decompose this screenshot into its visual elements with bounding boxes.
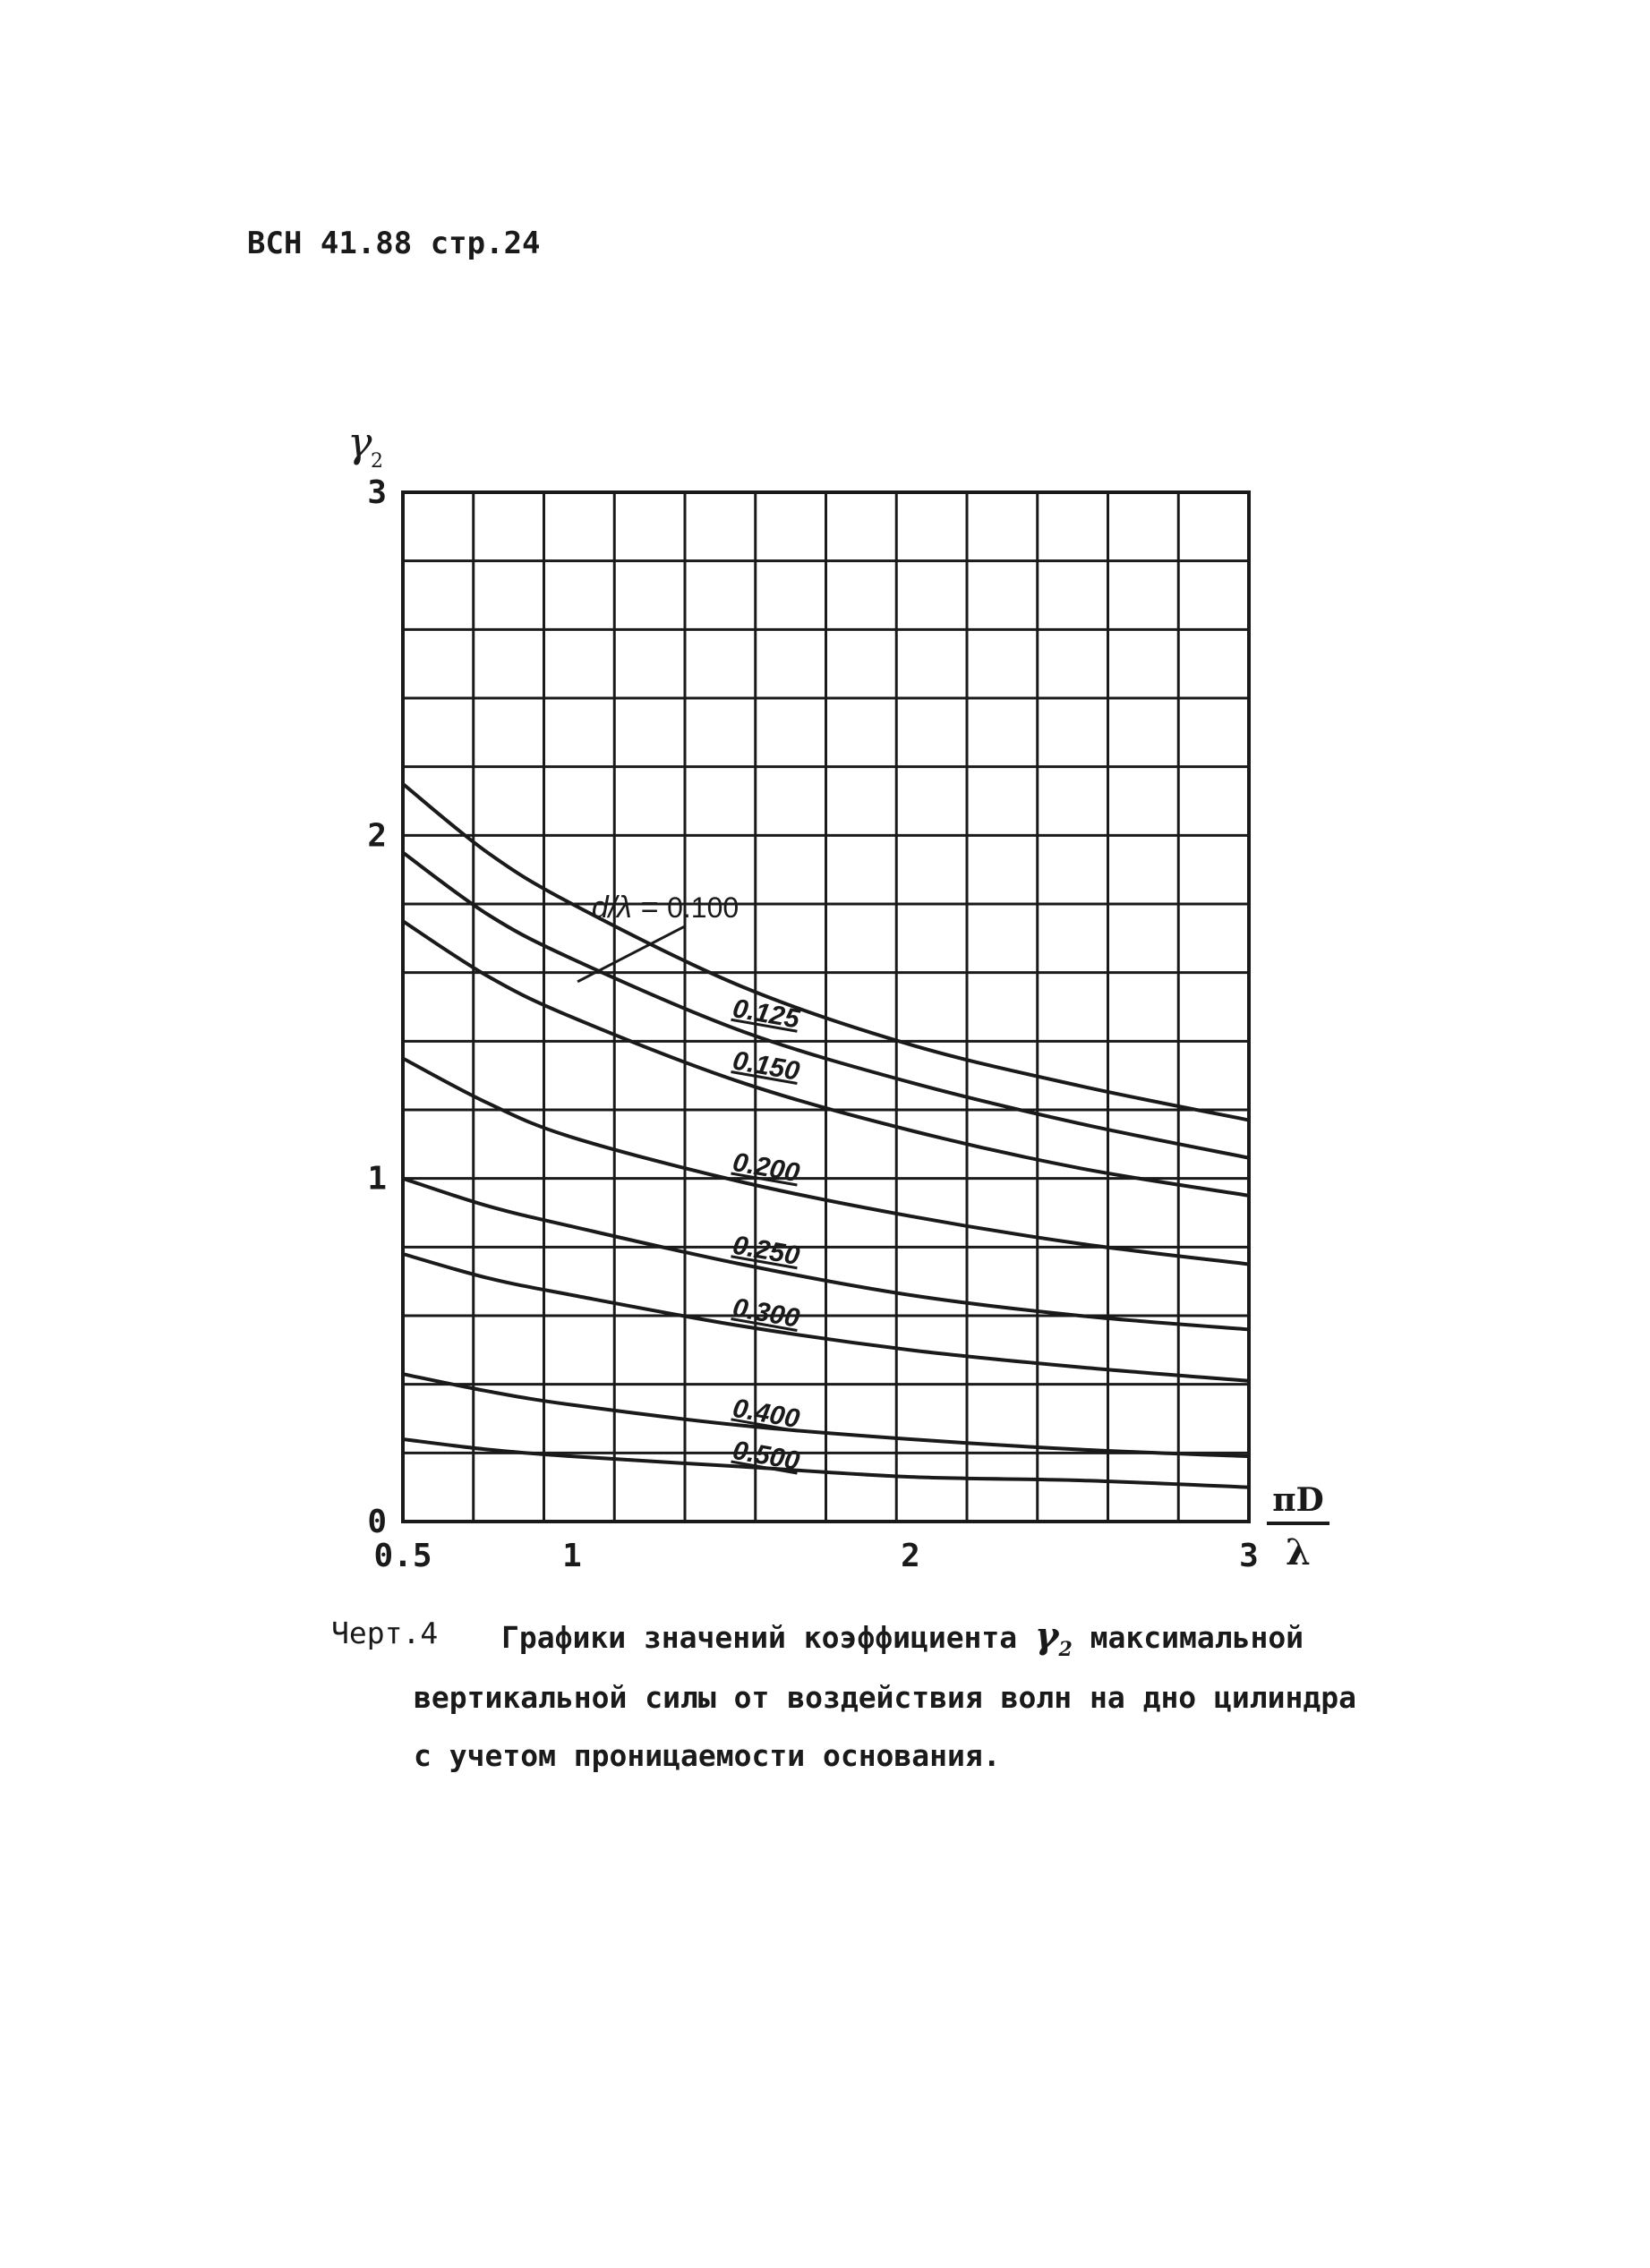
series-label-0.125: 0.125	[730, 993, 802, 1035]
y-tick-label: 3	[367, 474, 387, 511]
x-axis-label-numerator: πD	[1272, 1481, 1324, 1519]
y-axis-label: γ	[347, 418, 372, 466]
series-label-0.150: 0.150	[730, 1045, 802, 1087]
caption-line-1-after: максимальной	[1090, 1620, 1304, 1655]
figure-number: Черт.4	[331, 1616, 439, 1650]
x-axis-label-denominator: λ	[1285, 1531, 1312, 1573]
series-label-0.250: 0.250	[730, 1230, 802, 1272]
series-label-0.500: 0.500	[730, 1435, 802, 1477]
series-label-0.200: 0.200	[730, 1147, 802, 1189]
y-tick-label: 2	[367, 817, 387, 855]
chart-tick-labels	[367, 474, 1259, 1574]
series-label-0.300: 0.300	[730, 1292, 802, 1334]
caption-line-1-before: Графики значений коэффициента	[501, 1620, 1018, 1655]
series-label-0.400: 0.400	[730, 1393, 802, 1435]
chart-axis-titles	[347, 418, 1329, 1573]
caption-symbol-sub: 2	[1058, 1638, 1073, 1661]
caption-line-3: с учетом проницаемости основания.	[414, 1738, 1001, 1773]
legend-prefix: d/λ =	[591, 890, 659, 925]
chart-grid	[403, 492, 1249, 1522]
caption-line-1	[501, 1615, 1304, 1661]
x-tick-label: 0.5	[373, 1538, 432, 1574]
series-label-0.100: 0.100	[667, 891, 740, 924]
page-header: ВСН 41.88 стр.24	[247, 226, 541, 261]
x-tick-label: 2	[901, 1538, 920, 1574]
y-axis-label-sub: 2	[371, 450, 383, 473]
caption-symbol-main: γ	[1035, 1615, 1059, 1657]
caption-symbol	[1035, 1615, 1073, 1661]
x-tick-label: 1	[562, 1538, 582, 1574]
x-tick-label: 3	[1239, 1538, 1259, 1574]
y-tick-label: 0	[367, 1504, 387, 1540]
y-tick-label: 1	[367, 1160, 387, 1198]
caption-line-2: вертикальной силы от воздействия волн на дно цилиндра	[414, 1680, 1356, 1715]
